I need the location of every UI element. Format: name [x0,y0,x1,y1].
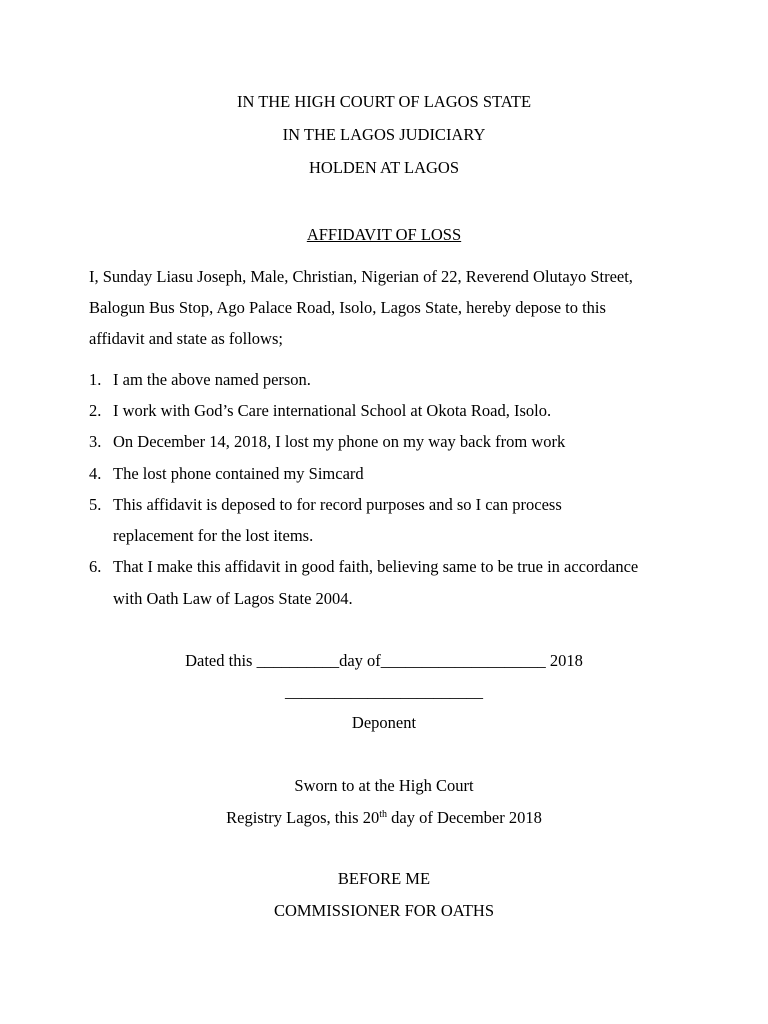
list-item-number: 1. [89,370,102,389]
list-item-number: 2. [89,401,102,420]
list-item-text: That I make this affidavit in good faith, believing same to be true in accordance [113,557,639,576]
list-item-text: This affidavit is deposed to for record purposes and so I can process [113,495,562,514]
list-item-text: On December 14, 2018, I lost my phone on my way back from work [113,432,566,451]
sworn-line-2 [0,808,768,828]
dated-line: Dated this __________day of____________________ 2018 [185,651,583,670]
intro-line-1: I, Sunday Liasu Joseph, Male, Christian, Nigerian of 22, Reverend Olutayo Street, [89,267,633,286]
sworn-line-1: Sworn to at the High Court [294,776,474,795]
list-item-text: I am the above named person. [113,370,311,389]
sworn-registry-text: Registry Lagos, this 20 [226,808,380,827]
commissioner-label: COMMISSIONER FOR OATHS [273,901,495,920]
deponent-label: Deponent [351,713,417,732]
before-me-label: BEFORE ME [337,869,431,888]
holden-heading: HOLDEN AT LAGOS [308,158,460,177]
ordinal-suffix: th [379,809,387,820]
document-title-text: AFFIDAVIT OF LOSS [306,225,462,244]
list-item-number: 4. [89,464,102,483]
sworn-date-text: day of December 2018 [387,808,542,827]
intro-line-3: affidavit and state as follows; [89,329,283,348]
list-item-continuation: replacement for the lost items. [113,526,314,545]
intro-line-2: Balogun Bus Stop, Ago Palace Road, Isolo, Lagos State, hereby depose to this [89,298,606,317]
list-item-number: 3. [89,432,102,451]
court-heading: IN THE HIGH COURT OF LAGOS STATE [236,92,532,111]
judiciary-heading: IN THE LAGOS JUDICIARY [282,125,486,144]
signature-line: ________________________ [285,682,483,701]
list-item-number: 5. [89,495,102,514]
list-item-text: I work with God’s Care international School at Okota Road, Isolo. [113,401,552,420]
list-item-text: The lost phone contained my Simcard [113,464,364,483]
list-item-number: 6. [89,557,102,576]
list-item-continuation: with Oath Law of Lagos State 2004. [113,589,353,608]
document-title [0,225,768,245]
